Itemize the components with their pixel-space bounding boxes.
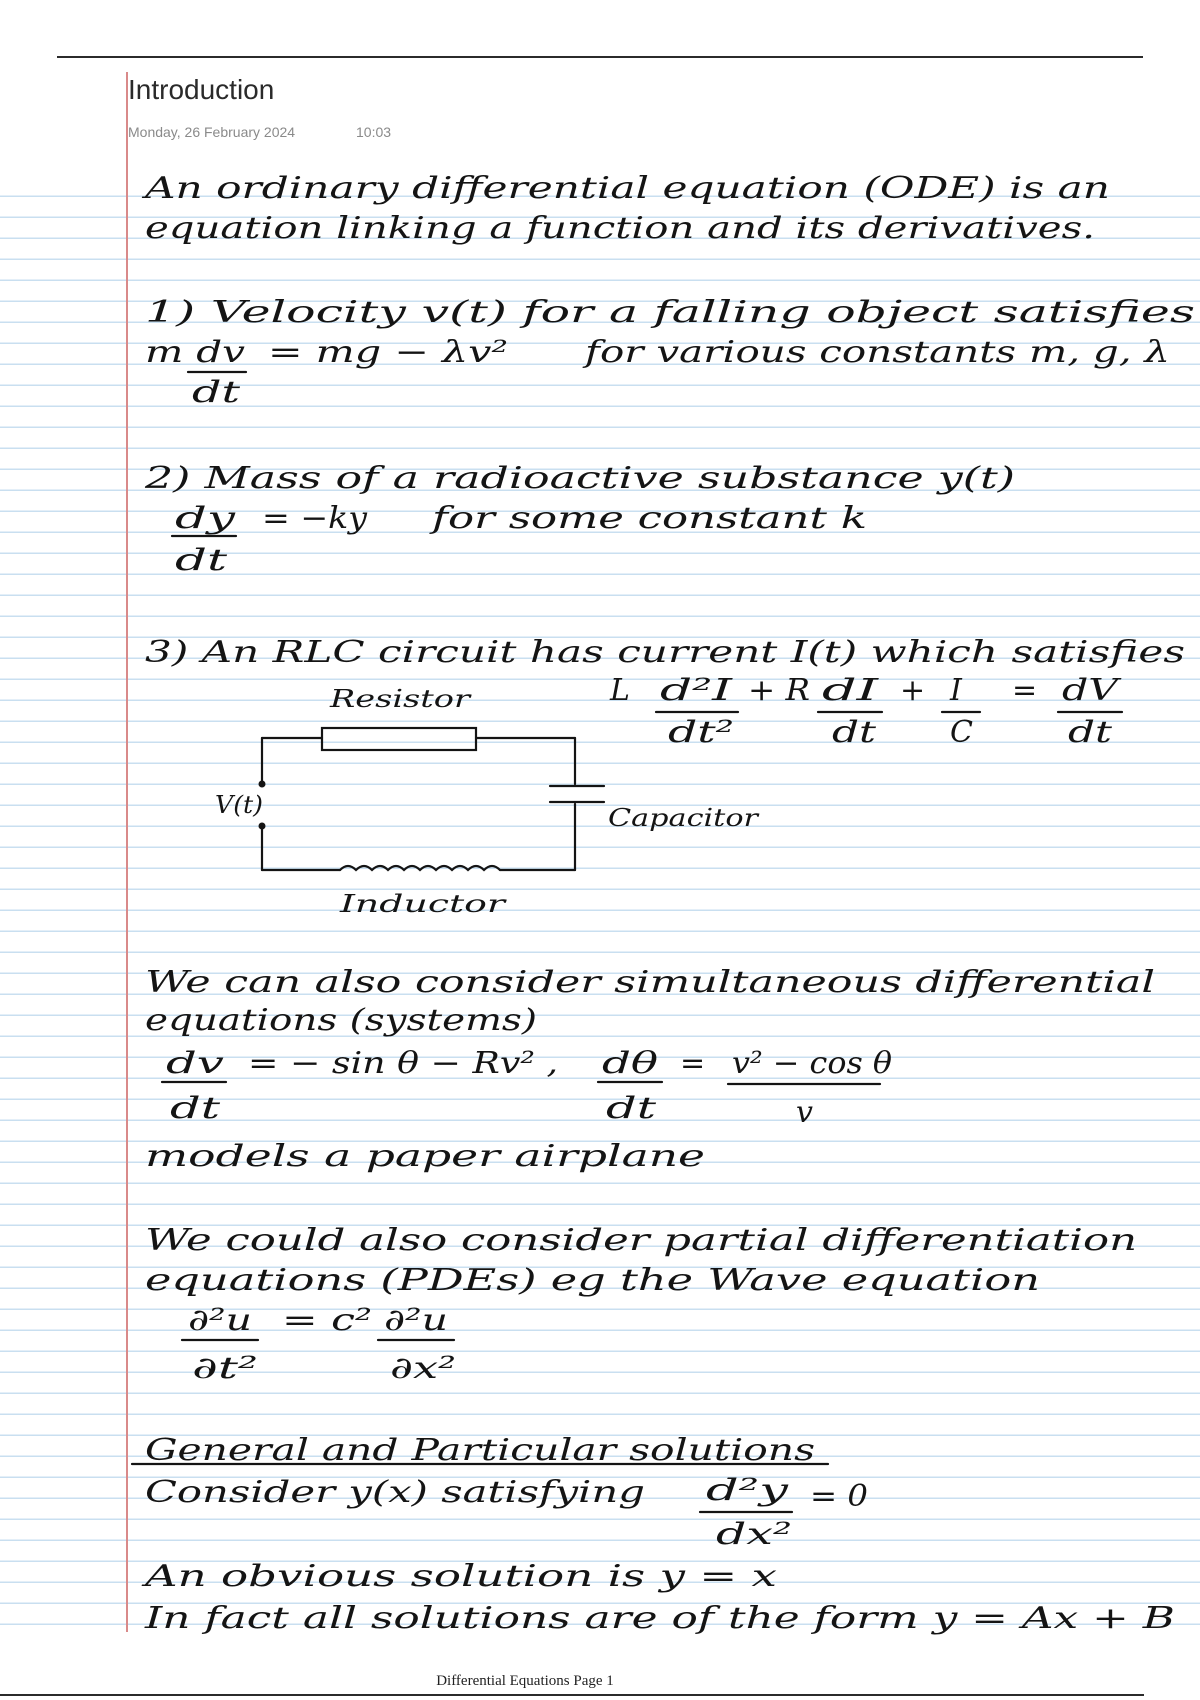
systems-line-2: equations (systems) bbox=[145, 1003, 537, 1038]
definition-line-2: equation linking a function and its derivatives. bbox=[145, 211, 1095, 246]
rlc-term-4-numerator: dV bbox=[1062, 673, 1123, 708]
page-date: Monday, 26 February 2024 bbox=[128, 124, 296, 140]
resistor-symbol bbox=[322, 728, 476, 750]
systems-eq-2-fraction-numerator: v² − cos θ bbox=[732, 1046, 892, 1081]
rlc-term-3-numerator: I bbox=[950, 673, 962, 708]
systems-eq-2-fraction-denominator: v bbox=[796, 1095, 813, 1130]
example-2-equation-rhs: = −ky bbox=[262, 501, 369, 536]
capacitor-label: Capacitor bbox=[608, 804, 760, 832]
example-1-denominator: dt bbox=[192, 375, 242, 410]
voltage-source-label: V(t) bbox=[215, 791, 263, 819]
systems-eq-2-numerator: dθ bbox=[602, 1046, 658, 1081]
systems-line-1: We can also consider simultaneous differential bbox=[145, 965, 1155, 1000]
definition-line-1: An ordinary differential equation (ODE) is an bbox=[140, 171, 1111, 206]
general-line-1: Consider y(x) satisfying bbox=[145, 1475, 645, 1510]
pde-equals-c2: = c² bbox=[282, 1303, 372, 1338]
pde-line-1: We could also consider partial differentiation bbox=[145, 1223, 1137, 1258]
resistor-label: Resistor bbox=[328, 685, 473, 713]
bottom-rule bbox=[0, 1694, 1144, 1696]
source-terminal-bottom bbox=[259, 823, 266, 830]
pde-rhs-numerator: ∂²u bbox=[384, 1303, 448, 1338]
rlc-term-3-denominator: C bbox=[950, 715, 973, 750]
pde-lhs-denominator: ∂t² bbox=[192, 1351, 258, 1386]
example-1-equation-rhs: = mg − λv² bbox=[268, 335, 508, 370]
systems-eq-2-equals: = bbox=[680, 1046, 706, 1081]
example-1-line: 1) Velocity v(t) for a falling object satisfies bbox=[145, 295, 1195, 330]
source-terminal-top bbox=[259, 781, 266, 788]
page-title: Introduction bbox=[128, 74, 275, 105]
example-2-line: 2) Mass of a radioactive substance y(t) bbox=[143, 461, 1016, 496]
inductor-coil bbox=[340, 866, 500, 870]
rlc-equals: = bbox=[1012, 673, 1038, 708]
general-eq-numerator: d²y bbox=[706, 1473, 790, 1508]
rlc-term-1-numerator: d²I bbox=[660, 673, 734, 708]
rlc-equation-l: L bbox=[610, 673, 630, 708]
example-2-constant: for some constant k bbox=[429, 501, 867, 536]
general-eq-zero: = 0 bbox=[810, 1479, 868, 1514]
rlc-term-2-denominator: dt bbox=[832, 715, 878, 750]
systems-line-3: models a paper airplane bbox=[145, 1139, 705, 1174]
page-footer: Differential Equations Page 1 bbox=[436, 1673, 614, 1689]
example-1-constants: for various constants m, g, λ bbox=[582, 335, 1170, 370]
page-time: 10:03 bbox=[356, 124, 392, 140]
pde-rhs-denominator: ∂x² bbox=[390, 1351, 456, 1386]
rlc-term-2-numerator: dI bbox=[822, 673, 881, 708]
inductor-label: Inductor bbox=[338, 890, 508, 918]
general-eq-denominator: dx² bbox=[716, 1517, 792, 1552]
example-1-numerator: m dv bbox=[145, 335, 246, 370]
rlc-plus: + bbox=[900, 673, 926, 708]
rlc-term-1-denominator: dt² bbox=[668, 715, 734, 750]
systems-eq-1-denominator: dt bbox=[170, 1091, 222, 1126]
rlc-plus-r: + R bbox=[748, 673, 810, 708]
pde-line-2: equations (PDEs) eg the Wave equation bbox=[145, 1263, 1040, 1298]
systems-eq-1-rhs: = − sin θ − Rv² , bbox=[248, 1046, 558, 1081]
example-2-denominator: dt bbox=[175, 543, 229, 578]
example-3-line: 3) An RLC circuit has current I(t) which satisfies bbox=[145, 635, 1185, 670]
systems-eq-2-denominator: dt bbox=[606, 1091, 658, 1126]
general-solutions-heading: General and Particular solutions bbox=[145, 1433, 815, 1468]
pde-lhs-numerator: ∂²u bbox=[188, 1303, 252, 1338]
rlc-term-4-denominator: dt bbox=[1068, 715, 1114, 750]
systems-eq-1-numerator: dv bbox=[166, 1046, 225, 1081]
general-line-2: An obvious solution is y = x bbox=[140, 1559, 778, 1594]
general-line-3: In fact all solutions are of the form y = Ax + B bbox=[143, 1601, 1175, 1636]
example-2-numerator: dy bbox=[175, 501, 237, 536]
